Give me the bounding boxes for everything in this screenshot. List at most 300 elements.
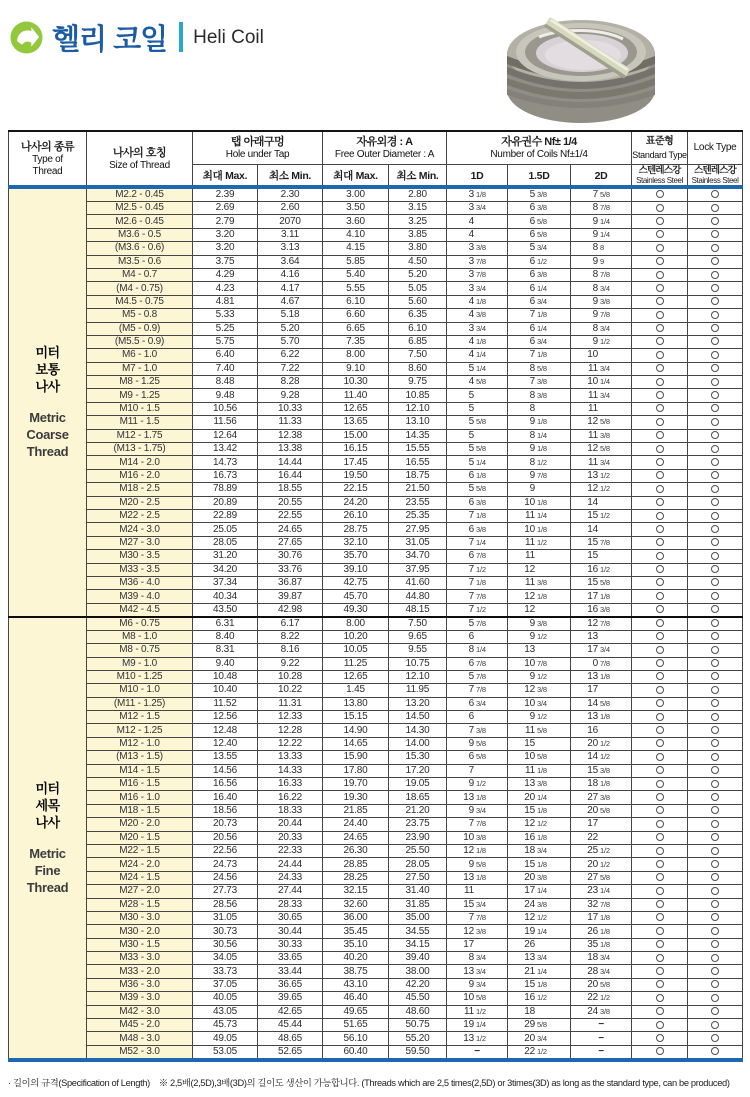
table-header <box>9 131 743 187</box>
cell-coils-1d: 6 3/8 <box>447 496 508 509</box>
table-row <box>9 550 743 563</box>
cell-coils-1d: 3 3/4 <box>447 322 508 335</box>
table-row <box>9 630 743 643</box>
cell-standard <box>632 871 688 884</box>
availability-circle-icon <box>656 686 664 694</box>
cell-free-max: 32.15 <box>323 885 389 898</box>
cell-coils-15d: 26 <box>508 938 571 951</box>
cell-coils-2d: 12 7/8 <box>571 617 632 631</box>
cell-free-min: 59.50 <box>389 1045 447 1060</box>
cell-lock <box>688 657 743 670</box>
cell-lock <box>688 617 743 631</box>
availability-circle-icon <box>711 578 719 586</box>
cell-size: M6 - 0.75 <box>87 617 193 631</box>
table-row <box>9 965 743 978</box>
cell-free-max: 10.05 <box>323 644 389 657</box>
cell-coils-15d: 8 1/4 <box>508 429 571 442</box>
availability-circle-icon <box>656 887 664 895</box>
cell-free-min: 14.00 <box>389 737 447 750</box>
cell-coils-1d: 6 5/8 <box>447 751 508 764</box>
cell-free-min: 18.75 <box>389 469 447 482</box>
cell-standard <box>632 295 688 308</box>
cell-coils-15d: 6 5/8 <box>508 228 571 241</box>
availability-circle-icon <box>656 806 664 814</box>
cell-lock <box>688 1005 743 1018</box>
cell-coils-1d: 17 <box>447 938 508 951</box>
cell-coils-1d: 6 <box>447 711 508 724</box>
cell-coils-1d: 7 1/8 <box>447 576 508 589</box>
availability-circle-icon <box>711 820 719 828</box>
cell-coils-15d: 20 1/4 <box>508 791 571 804</box>
availability-circle-icon <box>711 204 719 212</box>
cell-free-min: 21.50 <box>389 483 447 496</box>
cell-tap-min: 36.65 <box>258 978 323 991</box>
table-row <box>9 778 743 791</box>
cell-coils-15d: 9 1/2 <box>508 670 571 683</box>
cell-lock <box>688 844 743 857</box>
cell-coils-2d: 13 1/2 <box>571 469 632 482</box>
availability-circle-icon <box>656 632 664 640</box>
cell-free-max: 17.80 <box>323 764 389 777</box>
availability-circle-icon <box>711 378 719 386</box>
cell-tap-max: 16.73 <box>193 469 258 482</box>
table-row <box>9 282 743 295</box>
cell-coils-15d: 12 3/8 <box>508 684 571 697</box>
cell-standard <box>632 617 688 631</box>
table-row <box>9 670 743 683</box>
cell-free-min: 13.10 <box>389 416 447 429</box>
cell-free-max: 13.65 <box>323 416 389 429</box>
cell-coils-15d: 16 1/2 <box>508 992 571 1005</box>
availability-circle-icon <box>711 565 719 573</box>
cell-standard <box>632 1045 688 1060</box>
cell-standard <box>632 389 688 402</box>
cell-tap-min: 42.98 <box>258 603 323 617</box>
cell-coils-2d: 13 1/8 <box>571 670 632 683</box>
cell-lock <box>688 496 743 509</box>
cell-standard <box>632 202 688 215</box>
cell-lock <box>688 871 743 884</box>
cell-coils-1d: 3 1/8 <box>447 187 508 202</box>
subcol-free-max: 최대 Max. <box>323 164 389 187</box>
cell-tap-min: 13.38 <box>258 443 323 456</box>
cell-size: M20 - 2.5 <box>87 496 193 509</box>
cell-free-min: 5.60 <box>389 295 447 308</box>
cell-tap-max: 8.48 <box>193 376 258 389</box>
cell-coils-1d: 6 1/8 <box>447 469 508 482</box>
table-row <box>9 509 743 522</box>
availability-circle-icon <box>656 311 664 319</box>
cell-tap-max: 16.40 <box>193 791 258 804</box>
cell-lock <box>688 965 743 978</box>
table-row <box>9 737 743 750</box>
cell-tap-min: 9.22 <box>258 657 323 670</box>
cell-tap-min: 45.44 <box>258 1019 323 1032</box>
cell-free-min: 14.35 <box>389 429 447 442</box>
cell-tap-max: 28.56 <box>193 898 258 911</box>
cell-coils-1d: 5 7/8 <box>447 617 508 631</box>
cell-free-min: 50.75 <box>389 1019 447 1032</box>
cell-coils-2d: 24 3/8 <box>571 1005 632 1018</box>
cell-tap-min: 8.22 <box>258 630 323 643</box>
cell-free-max: 49.65 <box>323 1005 389 1018</box>
availability-circle-icon <box>711 190 719 198</box>
cell-free-min: 4.50 <box>389 255 447 268</box>
cell-coils-15d: 18 <box>508 1005 571 1018</box>
cell-free-min: 12.10 <box>389 402 447 415</box>
availability-circle-icon <box>711 458 719 466</box>
cell-free-min: 10.75 <box>389 657 447 670</box>
cell-standard <box>632 898 688 911</box>
cell-coils-1d: 7 7/8 <box>447 590 508 603</box>
table-row <box>9 818 743 831</box>
cell-size: M12 - 1.5 <box>87 711 193 724</box>
availability-circle-icon <box>711 713 719 721</box>
cell-size: M33 - 3.0 <box>87 952 193 965</box>
subcol-standard-stainless: 스텐레스강 Stainless Steel <box>632 164 688 187</box>
cell-coils-2d: 22 <box>571 831 632 844</box>
cell-coils-2d: 11 3/4 <box>571 389 632 402</box>
cell-lock <box>688 295 743 308</box>
cell-size: M14 - 2.0 <box>87 456 193 469</box>
cell-size: M27 - 2.0 <box>87 885 193 898</box>
cell-free-max: 10.20 <box>323 630 389 643</box>
cell-tap-min: 13.33 <box>258 751 323 764</box>
cell-coils-15d: 11 1/2 <box>508 536 571 549</box>
cell-standard <box>632 402 688 415</box>
cell-lock <box>688 1019 743 1032</box>
cell-coils-15d: 12 1/2 <box>508 818 571 831</box>
cell-standard <box>632 938 688 951</box>
cell-free-max: 46.40 <box>323 992 389 1005</box>
cell-size: M24 - 2.0 <box>87 858 193 871</box>
availability-circle-icon <box>656 833 664 841</box>
cell-size: (M5 - 0.9) <box>87 322 193 335</box>
cell-lock <box>688 644 743 657</box>
cell-tap-min: 12.22 <box>258 737 323 750</box>
cell-free-max: 12.65 <box>323 670 389 683</box>
cell-free-max: 28.25 <box>323 871 389 884</box>
availability-circle-icon <box>656 552 664 560</box>
cell-tap-min: 4.67 <box>258 295 323 308</box>
table-row <box>9 335 743 348</box>
cell-coils-15d: 21 1/4 <box>508 965 571 978</box>
cell-tap-max: 28.05 <box>193 536 258 549</box>
cell-free-min: 3.85 <box>389 228 447 241</box>
availability-circle-icon <box>656 244 664 252</box>
page-header <box>10 14 264 60</box>
cell-coils-15d: 9 <box>508 483 571 496</box>
availability-circle-icon <box>656 940 664 948</box>
cell-coils-1d: 13 1/2 <box>447 1032 508 1045</box>
cell-standard <box>632 657 688 670</box>
cell-standard <box>632 684 688 697</box>
cell-free-min: 13.20 <box>389 697 447 710</box>
cell-lock <box>688 309 743 322</box>
availability-circle-icon <box>711 766 719 774</box>
cell-tap-min: 27.65 <box>258 536 323 549</box>
thread-type-label: 미터 보통 나사 Metric Coarse Thread <box>9 187 87 617</box>
table-row <box>9 563 743 576</box>
cell-standard <box>632 697 688 710</box>
cell-tap-max: 40.05 <box>193 992 258 1005</box>
table-row <box>9 764 743 777</box>
cell-coils-15d: 13 3/8 <box>508 778 571 791</box>
cell-free-max: 1.45 <box>323 684 389 697</box>
cell-coils-2d: 9 7/8 <box>571 309 632 322</box>
cell-standard <box>632 496 688 509</box>
cell-coils-1d: 7 7/8 <box>447 684 508 697</box>
cell-size: M12 - 1.75 <box>87 429 193 442</box>
cell-coils-15d: 7 1/8 <box>508 349 571 362</box>
cell-standard <box>632 255 688 268</box>
cell-tap-min: 10.28 <box>258 670 323 683</box>
cell-lock <box>688 202 743 215</box>
cell-standard <box>632 187 688 202</box>
cell-coils-15d: 9 1/8 <box>508 443 571 456</box>
cell-coils-15d: 11 1/4 <box>508 509 571 522</box>
cell-size: M36 - 3.0 <box>87 978 193 991</box>
title-divider <box>179 22 183 52</box>
cell-free-max: 19.70 <box>323 778 389 791</box>
col-header-standard-type: 표준형 Standard Type <box>632 131 688 164</box>
cell-size: M16 - 1.0 <box>87 791 193 804</box>
cell-coils-2d: 15 3/8 <box>571 764 632 777</box>
cell-tap-max: 5.25 <box>193 322 258 335</box>
cell-coils-1d: 10 3/8 <box>447 831 508 844</box>
availability-circle-icon <box>711 284 719 292</box>
cell-coils-2d: 12 5/8 <box>571 416 632 429</box>
cell-coils-15d: 12 1/2 <box>508 911 571 924</box>
table-row <box>9 1005 743 1018</box>
cell-size: (M13 - 1.75) <box>87 443 193 456</box>
cell-coils-15d: 5 3/8 <box>508 187 571 202</box>
cell-size: (M11 - 1.25) <box>87 697 193 710</box>
cell-coils-2d: 13 <box>571 630 632 643</box>
cell-free-max: 6.65 <box>323 322 389 335</box>
cell-coils-1d: 11 1/2 <box>447 1005 508 1018</box>
cell-free-min: 23.75 <box>389 818 447 831</box>
cell-standard <box>632 791 688 804</box>
cell-coils-15d: 10 1/8 <box>508 523 571 536</box>
cell-coils-2d: 12 5/8 <box>571 443 632 456</box>
cell-free-min: 9.55 <box>389 644 447 657</box>
cell-size: M42 - 3.0 <box>87 1005 193 1018</box>
availability-circle-icon <box>656 726 664 734</box>
availability-circle-icon <box>656 284 664 292</box>
availability-circle-icon <box>656 994 664 1002</box>
cell-coils-2d: 32 7/8 <box>571 898 632 911</box>
table-row <box>9 724 743 737</box>
subcol-tap-max: 최대 Max. <box>193 164 258 187</box>
cell-free-max: 32.60 <box>323 898 389 911</box>
cell-free-max: 4.15 <box>323 242 389 255</box>
cell-tap-max: 4.23 <box>193 282 258 295</box>
cell-coils-1d: 19 1/4 <box>447 1019 508 1032</box>
cell-coils-1d: 8 3/4 <box>447 952 508 965</box>
cell-tap-min: 48.65 <box>258 1032 323 1045</box>
availability-circle-icon <box>656 445 664 453</box>
availability-circle-icon <box>711 632 719 640</box>
cell-coils-15d: 13 3/4 <box>508 952 571 965</box>
availability-circle-icon <box>656 793 664 801</box>
cell-size: M3.5 - 0.6 <box>87 255 193 268</box>
cell-lock <box>688 804 743 817</box>
cell-free-max: 21.85 <box>323 804 389 817</box>
cell-lock <box>688 563 743 576</box>
cell-free-max: 10.30 <box>323 376 389 389</box>
cell-coils-1d: 4 5/8 <box>447 376 508 389</box>
availability-circle-icon <box>656 980 664 988</box>
cell-lock <box>688 429 743 442</box>
availability-circle-icon <box>711 445 719 453</box>
availability-circle-icon <box>711 1034 719 1042</box>
cell-standard <box>632 1005 688 1018</box>
cell-size: M36 - 4.0 <box>87 576 193 589</box>
cell-tap-max: 24.73 <box>193 858 258 871</box>
availability-circle-icon <box>656 605 664 613</box>
cell-free-min: 41.60 <box>389 576 447 589</box>
cell-standard <box>632 831 688 844</box>
cell-standard <box>632 751 688 764</box>
table-row <box>9 187 743 202</box>
table-row <box>9 242 743 255</box>
cell-coils-2d: 9 3/8 <box>571 295 632 308</box>
cell-coils-15d: 6 1/4 <box>508 282 571 295</box>
table-row <box>9 523 743 536</box>
col-header-free-outer-diameter: 자유외경 : A Free Outer Diameter : A <box>323 131 447 164</box>
cell-lock <box>688 349 743 362</box>
availability-circle-icon <box>656 766 664 774</box>
cell-tap-min: 2070 <box>258 215 323 228</box>
availability-circle-icon <box>656 713 664 721</box>
table-row <box>9 389 743 402</box>
cell-coils-15d: 7 1/8 <box>508 309 571 322</box>
cell-tap-max: 18.56 <box>193 804 258 817</box>
cell-tap-min: 11.31 <box>258 697 323 710</box>
thread-type-label: 미터 세목 나사 Metric Fine Thread <box>9 617 87 1060</box>
cell-coils-15d: 6 1/2 <box>508 255 571 268</box>
cell-lock <box>688 898 743 911</box>
cell-tap-min: 30.44 <box>258 925 323 938</box>
cell-size: (M5.5 - 0.9) <box>87 335 193 348</box>
cell-tap-min: 4.16 <box>258 268 323 281</box>
cell-size: M52 - 3.0 <box>87 1045 193 1060</box>
cell-standard <box>632 965 688 978</box>
cell-lock <box>688 268 743 281</box>
cell-tap-max: 12.64 <box>193 429 258 442</box>
cell-tap-min: 30.76 <box>258 550 323 563</box>
cell-standard <box>632 778 688 791</box>
cell-size: M22 - 1.5 <box>87 844 193 857</box>
cell-size: (M13 - 1.5) <box>87 751 193 764</box>
cell-free-min: 48.60 <box>389 1005 447 1018</box>
cell-coils-1d: 5 7/8 <box>447 670 508 683</box>
cell-standard <box>632 1019 688 1032</box>
cell-free-max: 15.90 <box>323 751 389 764</box>
cell-lock <box>688 590 743 603</box>
availability-circle-icon <box>656 485 664 493</box>
availability-circle-icon <box>656 1007 664 1015</box>
cell-free-min: 38.00 <box>389 965 447 978</box>
cell-standard <box>632 215 688 228</box>
availability-circle-icon <box>711 605 719 613</box>
cell-coils-15d: 9 7/8 <box>508 469 571 482</box>
cell-coils-2d: 20 5/8 <box>571 978 632 991</box>
cell-tap-min: 36.87 <box>258 576 323 589</box>
cell-coils-15d: 9 1/8 <box>508 416 571 429</box>
cell-standard <box>632 228 688 241</box>
cell-free-max: 42.75 <box>323 576 389 589</box>
availability-circle-icon <box>656 431 664 439</box>
cell-free-max: 24.40 <box>323 818 389 831</box>
cell-standard <box>632 362 688 375</box>
cell-coils-2d: 16 1/2 <box>571 563 632 576</box>
cell-tap-max: 9.48 <box>193 389 258 402</box>
cell-free-min: 5.20 <box>389 268 447 281</box>
table-row <box>9 590 743 603</box>
availability-circle-icon <box>656 190 664 198</box>
cell-standard <box>632 978 688 991</box>
cell-coils-2d: 11 3/8 <box>571 429 632 442</box>
cell-standard <box>632 992 688 1005</box>
cell-size: M24 - 1.5 <box>87 871 193 884</box>
cell-lock <box>688 1045 743 1060</box>
cell-free-min: 25.50 <box>389 844 447 857</box>
table-row <box>9 456 743 469</box>
cell-tap-max: 3.75 <box>193 255 258 268</box>
cell-free-max: 9.10 <box>323 362 389 375</box>
cell-coils-15d: 15 1/8 <box>508 804 571 817</box>
availability-circle-icon <box>656 1034 664 1042</box>
cell-size: M30 - 3.5 <box>87 550 193 563</box>
cell-free-min: 44.80 <box>389 590 447 603</box>
table-row <box>9 376 743 389</box>
cell-tap-min: 42.65 <box>258 1005 323 1018</box>
cell-coils-15d: 15 1/8 <box>508 978 571 991</box>
cell-coils-1d: 5 <box>447 402 508 415</box>
availability-circle-icon <box>656 780 664 788</box>
cell-tap-min: 2.30 <box>258 187 323 202</box>
availability-circle-icon <box>711 847 719 855</box>
cell-coils-15d: 9 1/2 <box>508 711 571 724</box>
cell-free-min: 19.05 <box>389 778 447 791</box>
cell-tap-max: 11.52 <box>193 697 258 710</box>
cell-coils-2d: 12 1/2 <box>571 483 632 496</box>
cell-coils-1d: 5 <box>447 429 508 442</box>
cell-free-max: 8.00 <box>323 617 389 631</box>
cell-coils-15d: 15 1/8 <box>508 858 571 871</box>
cell-lock <box>688 576 743 589</box>
cell-coils-2d: 11 <box>571 402 632 415</box>
cell-free-min: 34.15 <box>389 938 447 951</box>
availability-circle-icon <box>656 967 664 975</box>
cell-free-min: 2.80 <box>389 187 447 202</box>
cell-coils-2d: 17 1/8 <box>571 911 632 924</box>
cell-free-min: 15.55 <box>389 443 447 456</box>
availability-circle-icon <box>711 887 719 895</box>
cell-tap-min: 12.28 <box>258 724 323 737</box>
availability-circle-icon <box>711 927 719 935</box>
cell-tap-min: 18.33 <box>258 804 323 817</box>
cell-lock <box>688 697 743 710</box>
cell-tap-max: 6.40 <box>193 349 258 362</box>
cell-free-max: 13.80 <box>323 697 389 710</box>
cell-size: M10 - 1.0 <box>87 684 193 697</box>
availability-circle-icon <box>711 753 719 761</box>
table-row <box>9 804 743 817</box>
cell-coils-15d: 8 <box>508 402 571 415</box>
